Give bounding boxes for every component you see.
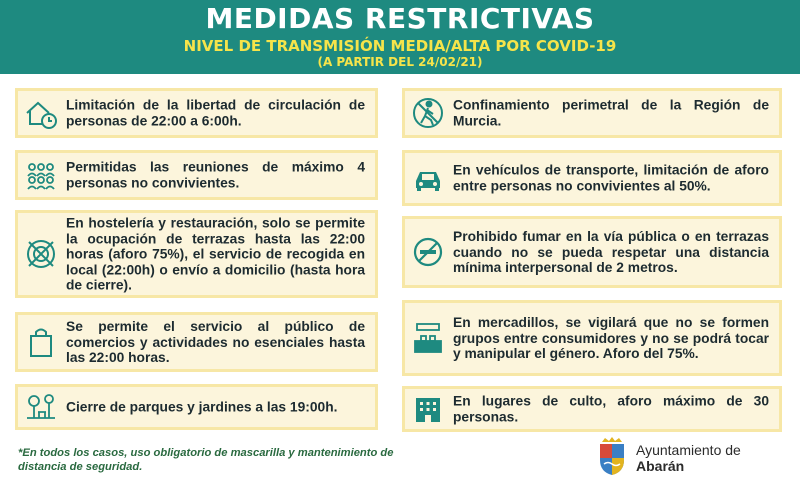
measure-text: Cierre de parques y jardines a las 19:00h. bbox=[66, 399, 338, 415]
home-clock-icon bbox=[24, 96, 58, 130]
coat-of-arms-icon bbox=[596, 436, 628, 476]
car-icon bbox=[411, 161, 445, 195]
measure-card-worship bbox=[402, 386, 782, 432]
measure-card-commerce bbox=[15, 312, 378, 372]
restaurant-icon bbox=[24, 237, 58, 271]
measure-text: Confinamiento perimetral de la Región de Murcia. bbox=[453, 97, 769, 128]
page-subtitle: NIVEL DE TRANSMISIÓN MEDIA/ALTA POR COVID-19 bbox=[183, 37, 617, 55]
page-title: MEDIDAS RESTRICTIVAS bbox=[205, 2, 595, 35]
building-icon bbox=[411, 392, 445, 426]
measure-text: En vehículos de transporte, limitación de aforo entre personas no convivientes al 50%. bbox=[453, 162, 769, 193]
measure-card-hospitality bbox=[15, 210, 378, 298]
logo-line2: Abarán bbox=[636, 458, 685, 474]
measure-card-smoking bbox=[402, 216, 782, 288]
no-smoking-icon bbox=[411, 235, 445, 269]
measure-text: Permitidas las reuniones de máximo 4 personas no convivientes. bbox=[66, 159, 365, 190]
municipality-logo bbox=[596, 436, 796, 476]
no-walking-icon bbox=[411, 96, 445, 130]
measure-card-markets bbox=[402, 300, 782, 376]
measure-text: En mercadillos, se vigilará que no se formen grupos entre consumidores y no se podrá tocar y manipular el género. Aforo del 75%. bbox=[453, 314, 769, 361]
measure-card-circulation bbox=[15, 88, 378, 138]
logo-line1: Ayuntamiento de bbox=[636, 442, 741, 458]
market-stall-icon bbox=[411, 321, 445, 355]
measure-text: En lugares de culto, aforo máximo de 30 personas. bbox=[453, 393, 769, 424]
effective-date: (A PARTIR DEL 24/02/21) bbox=[317, 55, 483, 69]
measure-text: Limitación de la libertad de circulación de personas de 22:00 a 6:00h. bbox=[66, 97, 365, 128]
shopping-bag-icon bbox=[24, 325, 58, 359]
measure-text: Se permite el servicio al público de comercios y actividades no esenciales hasta las 22:00 horas. bbox=[66, 318, 365, 365]
footer-note: *En todos los casos, uso obligatorio de mascarilla y mantenimiento de distancia de seguridad. bbox=[18, 447, 394, 473]
measure-card-parks bbox=[15, 384, 378, 430]
measure-card-perimeter bbox=[402, 88, 782, 138]
header-banner bbox=[0, 0, 800, 74]
measure-card-meetings bbox=[15, 150, 378, 200]
people-group-icon bbox=[24, 158, 58, 192]
measure-card-vehicles bbox=[402, 150, 782, 206]
park-icon bbox=[24, 390, 58, 424]
measure-text: Prohibido fumar en la vía pública o en terrazas cuando no se pueda respetar una distancia mínima interpersonal de 2 metros. bbox=[453, 228, 769, 275]
measure-text: En hostelería y restauración, solo se permite la ocupación de terrazas hasta las 22:00 horas (aforo 75%), el servicio de recogida en local (22:00h) o envío a domicilio (hasta hora de cierre). bbox=[66, 215, 365, 293]
